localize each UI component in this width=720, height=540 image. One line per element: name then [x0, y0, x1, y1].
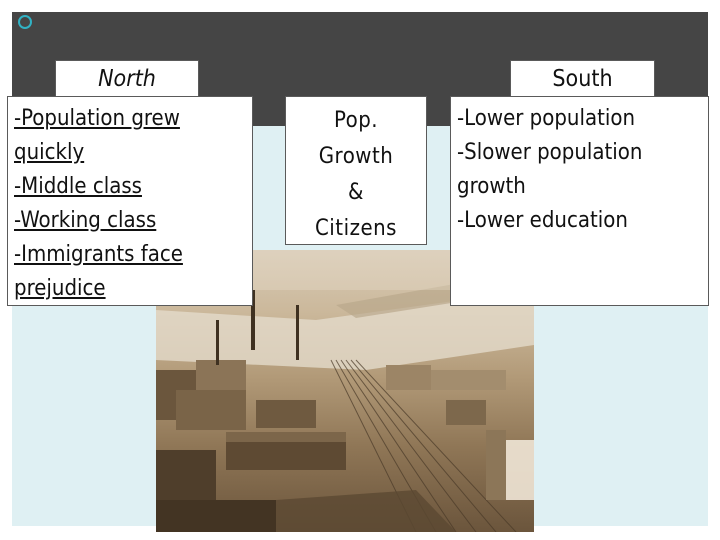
north-point: -Working class: [14, 208, 157, 233]
north-heading-text: North: [98, 66, 156, 92]
topic-line: &: [348, 180, 364, 205]
south-point: -Slower population: [457, 140, 643, 165]
bullet-ring-icon: [18, 15, 32, 29]
north-point: prejudice: [14, 276, 106, 301]
south-point: growth: [457, 174, 526, 199]
north-point: -Immigrants face: [14, 242, 183, 267]
south-heading-text: South: [552, 66, 613, 92]
north-points-box: [7, 96, 253, 306]
topic-box: [285, 96, 427, 245]
south-point: -Lower population: [457, 106, 635, 131]
north-point: -Population grew: [14, 106, 180, 131]
south-points-box: [450, 96, 709, 306]
south-point: -Lower education: [457, 208, 628, 233]
topic-line: Citizens: [314, 216, 397, 241]
north-point: -Middle class: [14, 174, 142, 199]
north-point: quickly: [14, 140, 85, 165]
topic-line: Pop.: [333, 108, 379, 133]
topic-line: Growth: [318, 144, 394, 169]
